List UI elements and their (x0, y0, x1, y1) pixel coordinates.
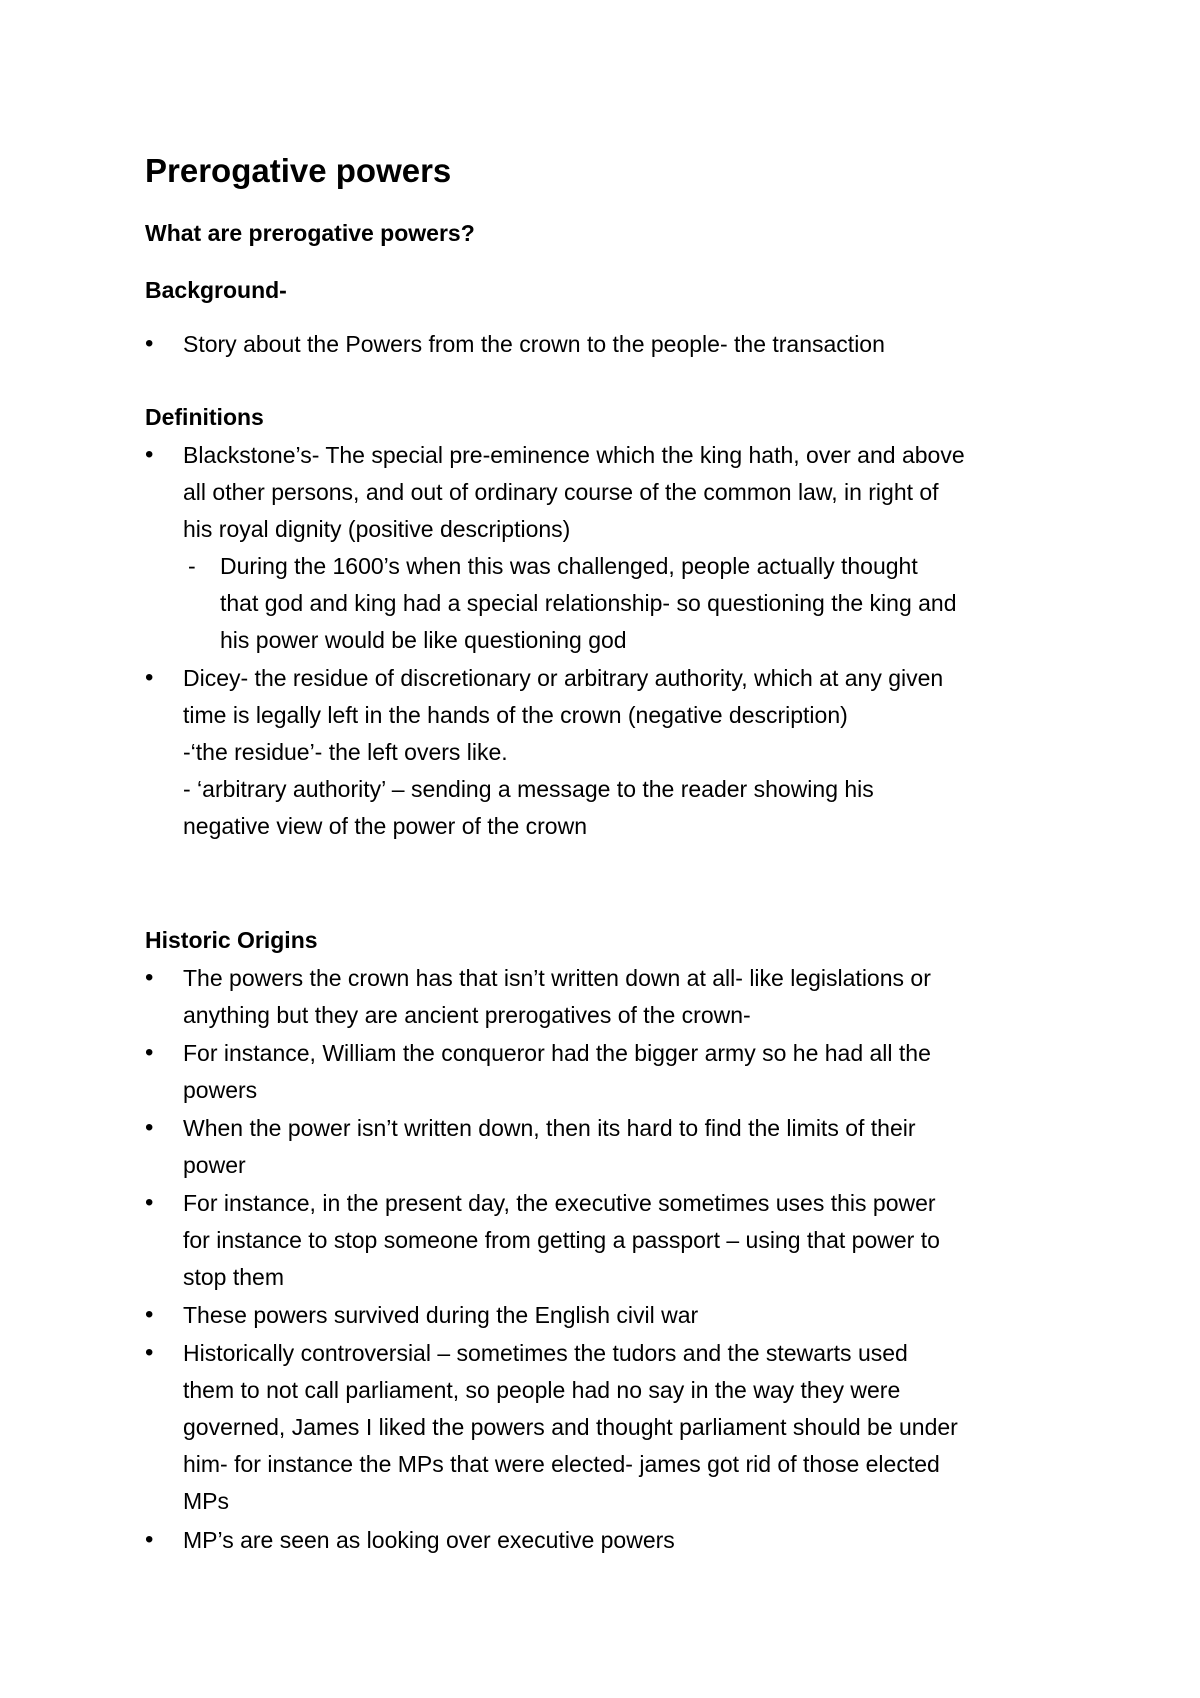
dash-glyph: - (188, 553, 196, 579)
origins-bullet-text: stop them (183, 1264, 284, 1290)
bullet-glyph: • (145, 1039, 154, 1066)
origins-bullet-text: For instance, William the conqueror had the bigger army so he had all the (183, 1040, 931, 1066)
origins-bullet-text: governed, James I liked the powers and thought parliament should be under (183, 1414, 958, 1440)
definitions-bullet-text: negative view of the power of the crown (183, 813, 588, 839)
origins-bullet-text: him- for instance the MPs that were elected- james got rid of those elected (183, 1451, 940, 1477)
bullet-glyph: • (145, 1339, 154, 1366)
bullet-glyph: • (145, 1301, 154, 1328)
origins-bullet-text: for instance to stop someone from getting a passport – using that power to (183, 1227, 940, 1253)
background-heading: Background- (145, 277, 287, 303)
definitions-bullet-text: his royal dignity (positive descriptions) (183, 516, 571, 542)
blackstone-sub-text: that god and king had a special relationship- so questioning the king and (220, 590, 957, 616)
bullet-glyph: • (145, 1189, 154, 1216)
origins-bullet-text: them to not call parliament, so people had no say in the way they were (183, 1377, 901, 1403)
origins-bullet-text: anything but they are ancient prerogatives of the crown- (183, 1002, 751, 1028)
origins-bullet-text: For instance, in the present day, the executive sometimes uses this power (183, 1190, 936, 1216)
bullet-glyph: • (145, 664, 154, 691)
blackstone-sub-text: During the 1600’s when this was challenged, people actually thought (220, 553, 918, 579)
definitions-bullet-text: -‘the residue’- the left overs like. (183, 739, 508, 765)
question-heading: What are prerogative powers? (145, 220, 475, 246)
definitions-heading: Definitions (145, 404, 264, 430)
definitions-bullet-text: time is legally left in the hands of the crown (negative description) (183, 702, 848, 728)
bullet-glyph: • (145, 330, 154, 357)
bullet-glyph: • (145, 441, 154, 468)
origins-bullet-text: power (183, 1152, 246, 1178)
origins-bullet-text: powers (183, 1077, 258, 1103)
definitions-bullet-text: all other persons, and out of ordinary course of the common law, in right of (183, 479, 939, 505)
historic-origins-heading: Historic Origins (145, 927, 318, 953)
origins-bullet-text: MPs (183, 1488, 229, 1514)
definitions-bullet-text: Blackstone’s- The special pre-eminence which the king hath, over and above (183, 442, 965, 468)
origins-bullet-text: When the power isn’t written down, then its hard to find the limits of their (183, 1115, 916, 1141)
origins-bullet-text: The powers the crown has that isn’t written down at all- like legislations or (183, 965, 931, 991)
origins-bullet-text: These powers survived during the English civil war (183, 1302, 699, 1328)
definitions-bullet-text: - ‘arbitrary authority’ – sending a message to the reader showing his (183, 776, 874, 802)
definitions-bullet-text: Dicey- the residue of discretionary or arbitrary authority, which at any given (183, 665, 944, 691)
bullet-glyph: • (145, 1526, 154, 1553)
bullet-glyph: • (145, 964, 154, 991)
origins-bullet-text: Historically controversial – sometimes the tudors and the stewarts used (183, 1340, 908, 1366)
page-title: Prerogative powers (145, 152, 452, 189)
blackstone-sub-text: his power would be like questioning god (220, 627, 627, 653)
origins-bullet-text: MP’s are seen as looking over executive powers (183, 1527, 675, 1553)
background-bullet-text: Story about the Powers from the crown to the people- the transaction (183, 331, 885, 357)
bullet-glyph: • (145, 1114, 154, 1141)
